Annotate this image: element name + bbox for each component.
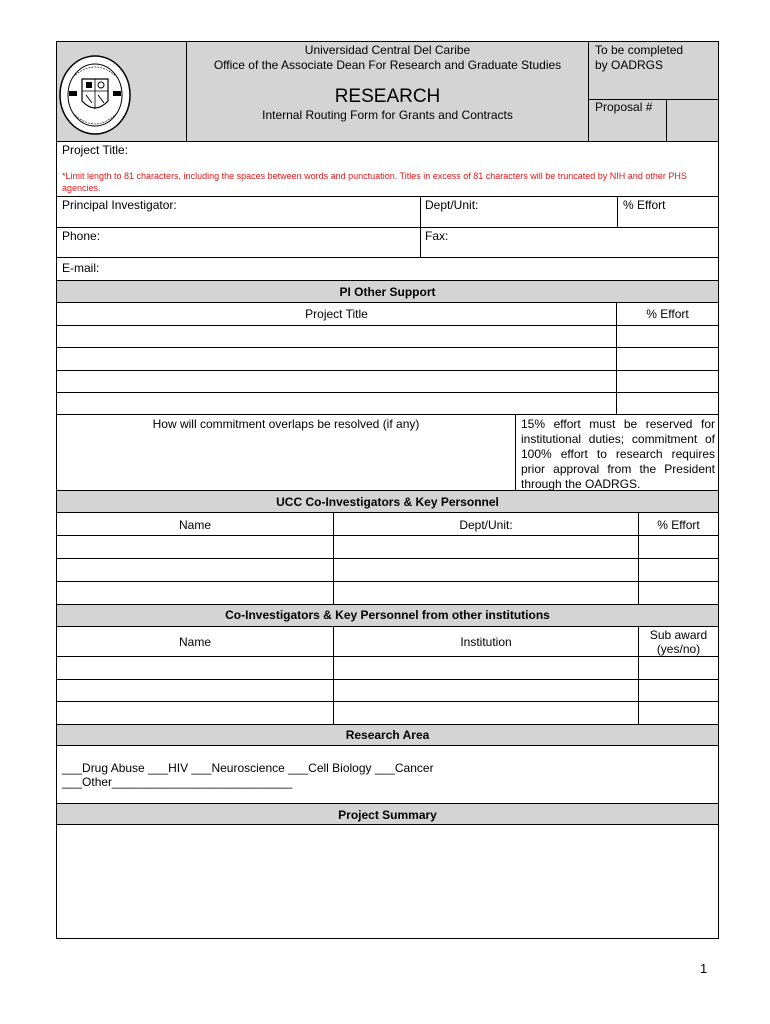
fax-label: Fax:: [425, 229, 449, 243]
effort-field[interactable]: [618, 212, 718, 226]
email-field[interactable]: [110, 258, 718, 279]
email-label: E-mail:: [62, 261, 100, 275]
phone-label: Phone:: [62, 229, 101, 243]
dept-field[interactable]: [421, 212, 616, 226]
pi-field[interactable]: [57, 212, 419, 226]
support-row[interactable]: [57, 326, 616, 347]
page-number: 1: [700, 961, 708, 976]
proposal-number-field[interactable]: [667, 100, 718, 141]
ucc-personnel-heading: UCC Co-Investigators & Key Personnel: [276, 495, 499, 509]
other-personnel-row[interactable]: [57, 702, 718, 724]
project-title-label: Project Title:: [62, 143, 129, 157]
proposal-label: Proposal #: [595, 100, 653, 114]
other-personnel-heading: Co-Investigators & Key Personnel from other institutions: [225, 608, 550, 622]
col-name: Name: [178, 635, 211, 649]
research-area-heading: Research Area: [345, 728, 430, 742]
research-area-other[interactable]: ___Other___________________________: [62, 775, 293, 789]
overlap-field[interactable]: [57, 433, 515, 489]
support-row[interactable]: [57, 348, 616, 370]
other-support-heading: PI Other Support: [339, 285, 436, 299]
to-be-completed-label: To be completed: [595, 43, 684, 57]
university-seal-logo: [59, 55, 131, 135]
overlap-label: How will commitment overlaps be resolved (if any): [152, 417, 420, 431]
title-limit-note: *Limit length to 81 characters, including the spaces between words and punctuation. Titles in excess of 81 characters will be truncated by NIH and other PHS agencies.: [62, 171, 687, 193]
effort-note: 15% effort must be reserved for institutional duties; commitment of 100% effort to research requires prior approval from the President through the OADRGS.: [521, 417, 715, 491]
col-subaward: Sub award: [649, 628, 708, 642]
ucc-personnel-row[interactable]: [57, 582, 718, 604]
project-summary-heading: Project Summary: [338, 808, 437, 822]
fax-field[interactable]: [421, 243, 718, 256]
office-name: Office of the Associate Dean For Research and Graduate Studies: [213, 58, 562, 72]
ucc-personnel-row[interactable]: [57, 559, 718, 581]
university-name: Universidad Central Del Caribe: [304, 43, 471, 57]
form-title: RESEARCH: [334, 86, 441, 107]
col-effort: % Effort: [657, 518, 700, 532]
project-summary-field[interactable]: [57, 825, 718, 938]
col-dept: Dept/Unit:: [459, 518, 513, 532]
ucc-personnel-row[interactable]: [57, 536, 718, 558]
col-subaward-yesno: (yes/no): [656, 642, 701, 656]
by-oadrgs-label: by OADRGS: [595, 58, 664, 72]
effort-label: % Effort: [623, 198, 666, 212]
col-project-title: Project Title: [305, 307, 368, 321]
other-personnel-row[interactable]: [57, 680, 718, 701]
support-row[interactable]: [57, 371, 616, 392]
other-personnel-row[interactable]: [57, 657, 718, 679]
col-institution: Institution: [460, 635, 512, 649]
project-title-field[interactable]: [140, 142, 718, 166]
dept-label: Dept/Unit:: [425, 198, 479, 212]
col-effort: % Effort: [646, 307, 689, 321]
support-row[interactable]: [57, 393, 616, 414]
form-subtitle: Internal Routing Form for Grants and Contracts: [262, 108, 513, 122]
research-area-options[interactable]: ___Drug Abuse ___HIV ___Neuroscience ___Cell Biology ___Cancer: [62, 761, 434, 775]
col-name: Name: [178, 518, 211, 532]
phone-field[interactable]: [57, 243, 419, 256]
pi-label: Principal Investigator:: [62, 198, 177, 212]
